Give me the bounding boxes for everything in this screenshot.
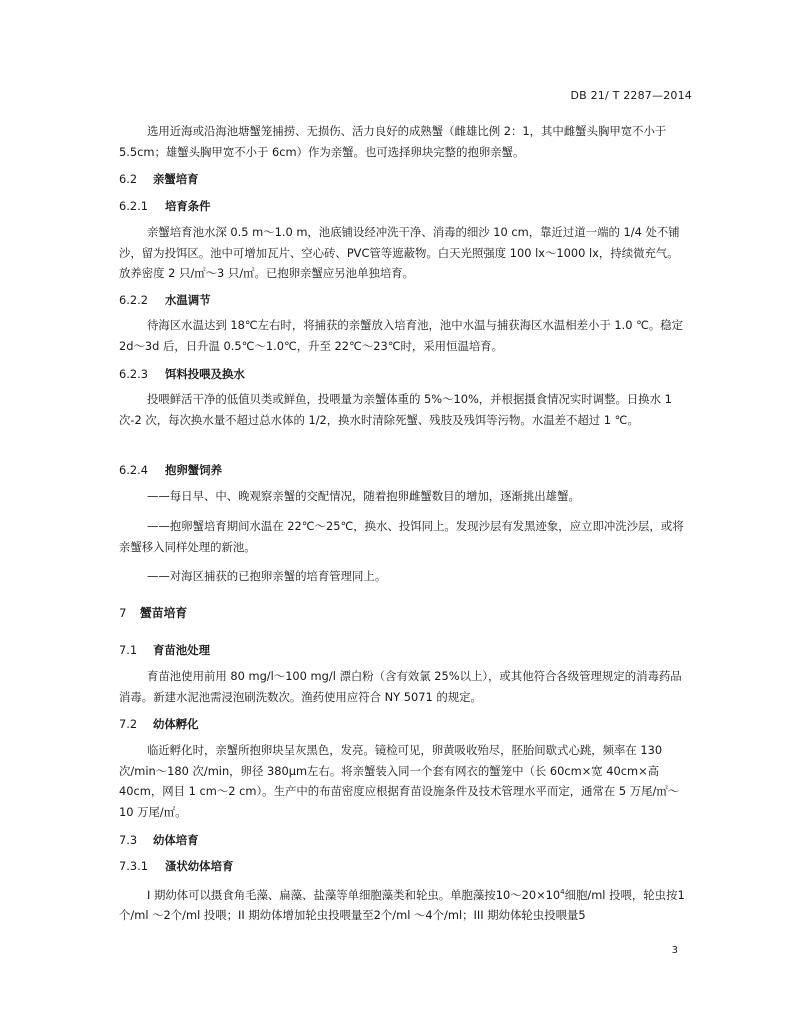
paragraph-feeding-water-exchange: 投喂鲜活干净的低值贝类或鲜鱼，投喂量为亲蟹体重的 5%～10%，并根据摄食情况实时调整。日换水 1 次-2 次，每次换水量不超过总水体的 1/2，换水时清除死蟹、残肢及残饵等污物。水温差不超过 1 ℃。 [119, 392, 672, 427]
section-heading-6-2-1 [119, 198, 211, 214]
section-heading-7-1 [119, 642, 210, 658]
list-item-dash-1: ——每日早、中、晚观察亲蟹的交配情况，随着抱卵雌蟹数目的增加，逐渐挑出雄蟹。 [147, 489, 580, 503]
list-item-dash-3: ——对海区捕获的已抱卵亲蟹的培育管理同上。 [147, 569, 387, 583]
paragraph-water-temperature: 待海区水温达到 18℃左右时，将捕获的亲蟹放入培育池，池中水温与捕获海区水温相差小于 1.0 ℃。稳定 2d～3d 后，日升温 0.5℃～1.0℃，升至 22℃～23℃时，采用恒温培育。 [119, 318, 684, 353]
section-number: 7.2 [119, 717, 138, 731]
section-title: 幼体孵化 [153, 717, 199, 731]
section-heading-6-2-2 [119, 292, 211, 308]
paragraph-broodstock-selection: 选用近海或沿海池塘蟹笼捕捞、无损伤、活力良好的成熟蟹（雌雄比例 2：1，其中雌蟹头胸甲宽不小于 5.5cm；雄蟹头胸甲宽不小于 6cm）作为亲蟹。也可选择卵块完整的抱卵亲蟹。 [119, 124, 667, 159]
section-title: 亲蟹培育 [153, 172, 199, 186]
section-number: 6.2.2 [119, 293, 148, 307]
page-number: 3 [671, 945, 678, 956]
section-number: 7.1 [119, 643, 138, 657]
section-number: 6.2.4 [119, 463, 148, 477]
paragraph-zoea-culture [119, 882, 687, 926]
section-title: 幼体培育 [153, 833, 199, 847]
exponent: 4 [560, 888, 565, 896]
section-heading-7 [119, 604, 187, 621]
section-number: 6.2.3 [119, 367, 148, 381]
section-title: 抱卵蟹饲养 [165, 463, 222, 477]
section-title: 培育条件 [165, 199, 211, 213]
section-heading-6-2-3 [119, 366, 245, 382]
section-title: 饵料投喂及换水 [165, 367, 245, 381]
zoea-text-part-2: 细胞/ml 投喂，轮虫按1个/ml ～2个/ml 投喂；II 期幼体增加轮虫投喂量至2个/ml ～4个/ml；III 期幼体轮虫投喂量5 [119, 887, 685, 923]
section-number: 6.2 [119, 172, 138, 186]
section-heading-7-3-1 [119, 858, 233, 874]
zoea-text-part-1: I 期幼体可以摄食角毛藻、扁藻、盐藻等单细胞藻类和轮虫。单胞藻按10～20×10 [147, 887, 561, 902]
section-number: 7.3.1 [119, 859, 148, 873]
section-title: 育苗池处理 [153, 643, 210, 657]
paragraph-larval-hatching: 临近孵化时，亲蟹所抱卵块呈灰黑色，发亮。镜检可见，卵黄吸收殆尽，胚胎间歇式心跳，频率在 130 次/min～180 次/min，卵径 380μm左右。将亲蟹装入同一个套有网衣的蟹笼中（长 60cm×宽 40cm×高 40cm，网目 1 cm～2 cm）。生产中的布苗密度应根据育苗设施条件及技术管理水平而定，通常在 5 万尾/㎡～10 万尾/㎡。 [119, 743, 680, 819]
section-number: 7 [119, 606, 127, 620]
paragraph-culture-conditions: 亲蟹培育池水深 0.5 m～1.0 m，池底铺设经冲洗干净、消毒的细沙 10 cm，靠近过道一端的 1/4 处不铺沙，留为投饵区。池中可增加瓦片、空心砖、PVC管等遮蔽物。白天光照强度 100 lx～1000 lx，持续微充气。放养密度 2 只/㎡～3 只/㎡。已抱卵亲蟹应另池单独培育。 [119, 225, 680, 280]
section-heading-6-2 [119, 171, 199, 187]
list-item-dash-2: ——抱卵蟹培育期间水温在 22℃～25℃，换水、投饵同上。发现沙层有发黑迹象，应立即冲洗沙层，或将亲蟹移入同样处理的新池。 [119, 519, 684, 554]
paragraph-pond-treatment: 育苗池使用前用 80 mg/l～100 mg/l 漂白粉（含有效氯 25%以上），或其他符合各级管理规定的消毒药品消毒。新建水泥池需浸泡刷洗数次。渔药使用应符合 NY 5071 的规定。 [119, 669, 682, 704]
section-title: 水温调节 [165, 293, 211, 307]
standard-code: DB 21/ T 2287—2014 [570, 89, 692, 102]
section-heading-6-2-4 [119, 462, 222, 478]
section-title: 溞状幼体培育 [165, 859, 234, 873]
section-heading-7-3 [119, 832, 199, 848]
section-number: 6.2.1 [119, 199, 148, 213]
section-number: 7.3 [119, 833, 138, 847]
section-title: 蟹苗培育 [140, 606, 188, 620]
section-heading-7-2 [119, 716, 199, 732]
